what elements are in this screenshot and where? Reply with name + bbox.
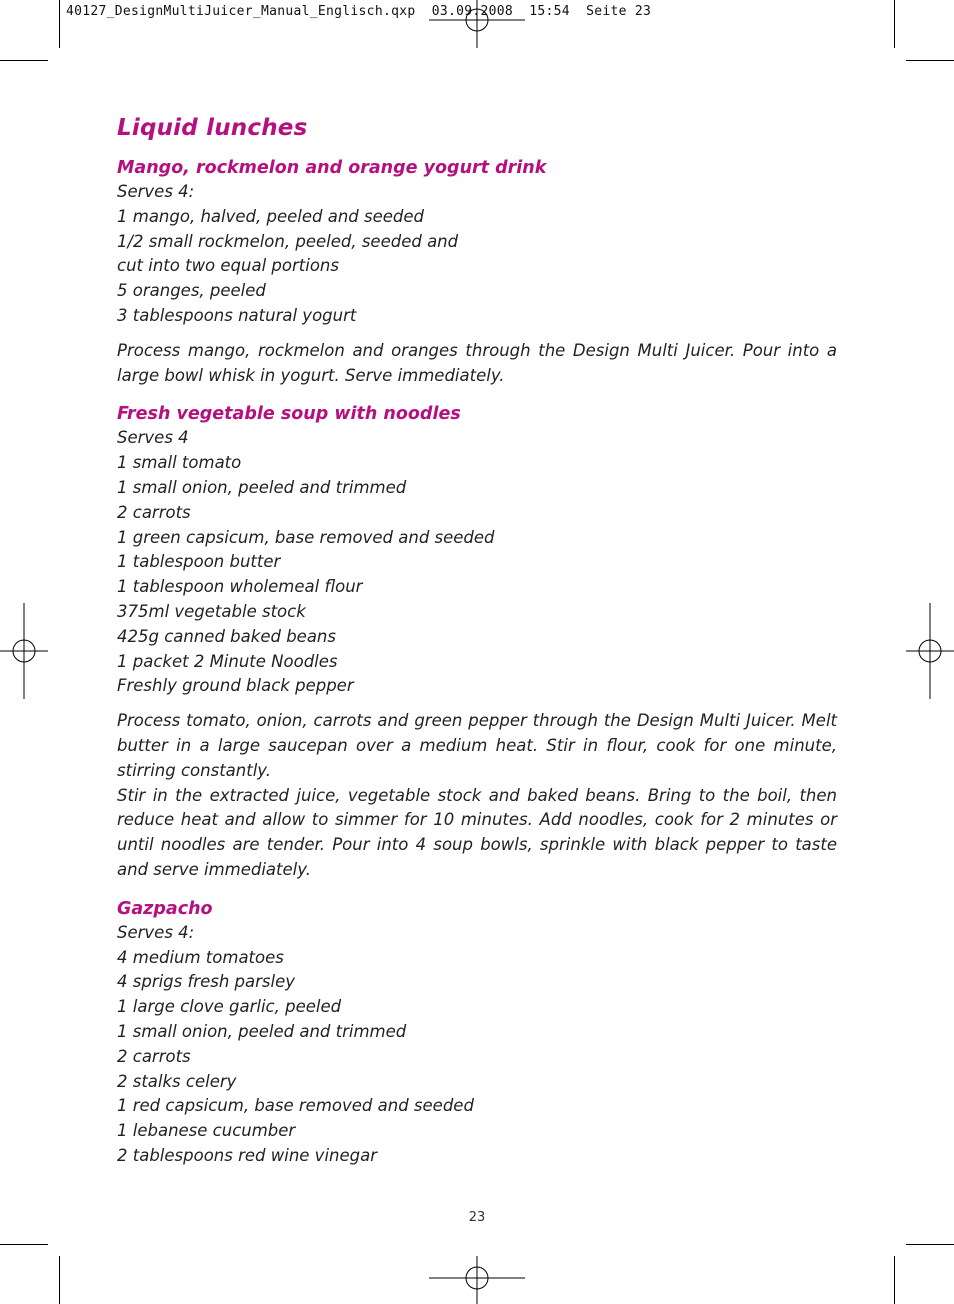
crop-mark-bottom-right-v [894,1256,895,1304]
page-number: 23 [468,1210,486,1225]
method-paragraph: Stir in the extracted juice, vegetable stock and baked beans. Bring to the boil, then reduce heat and allow to simmer for 10 minutes. Add noodles, cook for 2 minutes or until noodles are tender. Pour into 4 soup bowls, sprinkle with black pepper to taste and serve immediately. [117,785,837,879]
ingredient-line: 1 lebanese cucumber [117,1121,296,1141]
ingredient-line: Serves 4: [117,922,195,942]
print-slug: 40127_DesignMultiJuicer_Manual_Englisch.qxp 03.09.2008 15:54 Seite 23 [66,4,652,19]
recipe-mango-drink [117,156,837,388]
ingredient-list [117,921,837,1169]
ingredient-line: Serves 4 [117,428,189,448]
ingredient-line: 3 tablespoons natural yogurt [117,305,357,325]
ingredient-line: 1 red capsicum, base removed and seeded [117,1096,474,1116]
page-content [117,110,837,1169]
ingredient-line: 2 carrots [117,1046,191,1066]
ingredient-line: 1 small onion, peeled and trimmed [117,1021,407,1041]
ingredient-line: 1 tablespoon wholemeal flour [117,577,363,597]
registration-mark-right-icon [906,603,954,699]
ingredient-line: 2 tablespoons red wine vinegar [117,1145,378,1165]
crop-mark-top-right-v [894,0,895,48]
registration-mark-left-icon [0,603,48,699]
page-title: Liquid lunches [117,115,308,141]
recipe-title: Mango, rockmelon and orange yogurt drink [117,158,547,178]
ingredient-line: 425g canned baked beans [117,626,336,646]
ingredient-line: 2 carrots [117,502,191,522]
ingredient-line: Serves 4: [117,182,195,201]
crop-mark-top-right-h [906,60,954,61]
crop-mark-bottom-left-v [59,1256,60,1304]
ingredient-line: 1 green capsicum, base removed and seeded [117,527,495,547]
ingredient-line: 4 medium tomatoes [117,947,284,967]
crop-mark-bottom-left-h [0,1244,48,1245]
registration-mark-bottom-icon [429,1256,525,1304]
recipe-title: Gazpacho [117,898,213,919]
ingredient-line: 2 stalks celery [117,1071,237,1091]
ingredient-line: 1 small tomato [117,453,242,473]
ingredient-line: 4 sprigs fresh parsley [117,972,296,992]
crop-mark-bottom-right-h [906,1244,954,1245]
ingredient-line: cut into two equal portions [117,256,339,276]
method-paragraph: Process tomato, onion, carrots and green pepper through the Design Multi Juicer. Melt butter in a large saucepan over a medium heat. Stir in flour, cook for one minute, stirring constantly. [117,711,837,780]
recipe-gazpacho [117,897,837,1169]
ingredient-line: 5 oranges, peeled [117,281,266,301]
ingredient-list [117,180,837,329]
crop-mark-top-left-h [0,60,48,61]
ingredient-line: Freshly ground black pepper [117,676,354,696]
ingredient-line: 1 large clove garlic, peeled [117,997,342,1017]
ingredient-line: 1 small onion, peeled and trimmed [117,477,407,497]
ingredient-line: 375ml vegetable stock [117,601,306,621]
ingredient-line: 1 packet 2 Minute Noodles [117,651,338,671]
registration-mark-top-icon [429,0,525,48]
ingredient-line: 1/2 small rockmelon, peeled, seeded and [117,231,459,251]
method-paragraph: Process mango, rockmelon and oranges through the Design Multi Juicer. Pour into a large bowl whisk in yogurt. Serve immediately. [117,340,837,385]
recipe-vegetable-soup [117,402,837,882]
ingredient-list [117,426,837,699]
recipe-title: Fresh vegetable soup with noodles [117,404,461,425]
crop-mark-top-left-v [59,0,60,48]
ingredient-line: 1 tablespoon butter [117,552,281,572]
ingredient-line: 1 mango, halved, peeled and seeded [117,206,424,226]
